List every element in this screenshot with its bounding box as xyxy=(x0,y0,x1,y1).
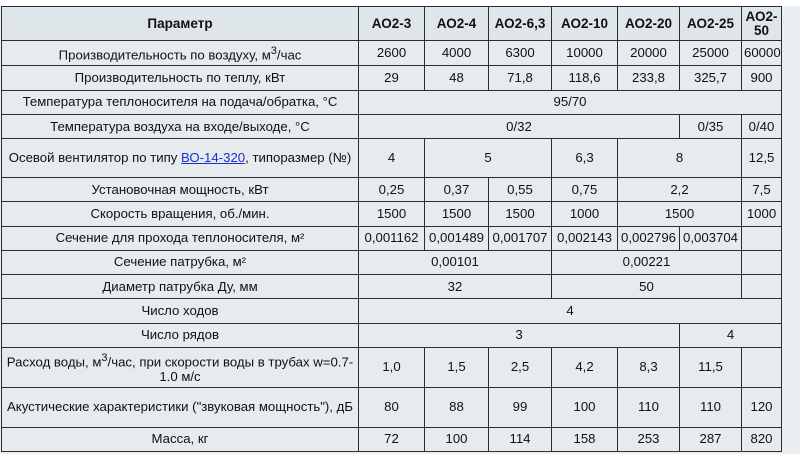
header-param: Параметр xyxy=(2,7,359,41)
header-model: АО2-4 xyxy=(425,7,489,41)
cell: 1,0 xyxy=(359,348,425,388)
cell: 0,001707 xyxy=(489,226,552,250)
cell xyxy=(742,348,782,388)
specs-table xyxy=(1,6,782,452)
table-row xyxy=(2,323,782,347)
header-model: АО2-10 xyxy=(552,7,618,41)
row-label: Производительность по воздуху, $м^3$/час xyxy=(2,41,359,66)
cell: 0,37 xyxy=(425,177,489,201)
cell: 120 xyxy=(742,387,782,427)
cell: 0,003704 xyxy=(680,226,742,250)
table-row xyxy=(2,299,782,323)
cell: 6300 xyxy=(489,41,552,66)
cell: 2600 xyxy=(359,41,425,66)
cell: 110 xyxy=(680,387,742,427)
cell: 1500 xyxy=(425,202,489,226)
cell: 8 xyxy=(618,139,742,178)
cell xyxy=(742,275,782,299)
row-label: Сечение для прохода теплоносителя, м² xyxy=(2,226,359,250)
header-model: АО2-6,3 xyxy=(489,7,552,41)
row-label: Скорость вращения, об./мин. xyxy=(2,202,359,226)
cell: 287 xyxy=(680,427,742,451)
cell: 1,5 xyxy=(425,348,489,388)
cell: 0/40 xyxy=(742,115,782,139)
cell: 71,8 xyxy=(489,66,552,90)
table-row xyxy=(2,90,782,114)
cell: 118,6 xyxy=(552,66,618,90)
table-row xyxy=(2,387,782,427)
cell xyxy=(742,250,782,274)
cell: 0/35 xyxy=(680,115,742,139)
cell: 11,5 xyxy=(680,348,742,388)
cell: 0/32 xyxy=(359,115,680,139)
cell: 0,001162 xyxy=(359,226,425,250)
row-label: Акустические характеристики ("звуковая мощность"), дБ xyxy=(2,387,359,427)
cell: 325,7 xyxy=(680,66,742,90)
row-label: Расход воды, $м^3$/час, при скорости воды в трубах w=0.7-1.0 м/с xyxy=(2,348,359,388)
cell: 95/70 xyxy=(359,90,782,114)
cell: 25000 xyxy=(680,41,742,66)
cell: 253 xyxy=(618,427,680,451)
cell: 820 xyxy=(742,427,782,451)
cell: 6,3 xyxy=(552,139,618,178)
cell: 10000 xyxy=(552,41,618,66)
cell: 0,75 xyxy=(552,177,618,201)
row-label: Число рядов xyxy=(2,323,359,347)
row-label: Сечение патрубка, м² xyxy=(2,250,359,274)
table-row xyxy=(2,348,782,388)
table-row xyxy=(2,115,782,139)
cell: 32 xyxy=(359,275,552,299)
cell: 0,00101 xyxy=(359,250,552,274)
cell: 12,5 xyxy=(742,139,782,178)
cell: 88 xyxy=(425,387,489,427)
cell: 7,5 xyxy=(742,177,782,201)
cell: 110 xyxy=(618,387,680,427)
table-row xyxy=(2,250,782,274)
cell: 4 xyxy=(680,323,782,347)
row-label: Температура воздуха на входе/выходе, °С xyxy=(2,115,359,139)
cell: 100 xyxy=(552,387,618,427)
table-row xyxy=(2,226,782,250)
cell: 1000 xyxy=(742,202,782,226)
row-label: Температура теплоносителя на подача/обратка, °С xyxy=(2,90,359,114)
table-header-row xyxy=(2,7,782,41)
cell: 29 xyxy=(359,66,425,90)
cell: 100 xyxy=(425,427,489,451)
row-label: Установочная мощность, кВт xyxy=(2,177,359,201)
cell: 0,002796 xyxy=(618,226,680,250)
cell: 4 xyxy=(359,299,782,323)
cell: 0,00221 xyxy=(552,250,742,274)
cell: 4,2 xyxy=(552,348,618,388)
cell: 1500 xyxy=(489,202,552,226)
cell: 1500 xyxy=(359,202,425,226)
cell: 233,8 xyxy=(618,66,680,90)
cell: 3 xyxy=(359,323,680,347)
cell: 0,25 xyxy=(359,177,425,201)
fan-type-link[interactable]: ВО-14-320 xyxy=(181,150,246,166)
header-model: АО2-3 xyxy=(359,7,425,41)
cell xyxy=(742,226,782,250)
row-label: Диаметр патрубка Ду, мм xyxy=(2,275,359,299)
header-model: АО2-25 xyxy=(680,7,742,41)
cell: 900 xyxy=(742,66,782,90)
row-label: Осевой вентилятор по типу ВО-14-320, типоразмер (№) xyxy=(2,139,359,178)
cell: 72 xyxy=(359,427,425,451)
row-label: Число ходов xyxy=(2,299,359,323)
table-row xyxy=(2,275,782,299)
cell: 2,2 xyxy=(618,177,742,201)
cell: 158 xyxy=(552,427,618,451)
row-label: Производительность по теплу, кВт xyxy=(2,66,359,90)
cell: 20000 xyxy=(618,41,680,66)
row-label: Масса, кг xyxy=(2,427,359,451)
cell: 4000 xyxy=(425,41,489,66)
cell: 60000 xyxy=(742,41,782,66)
table-row xyxy=(2,66,782,90)
cell: 80 xyxy=(359,387,425,427)
table-row xyxy=(2,41,782,66)
table-row xyxy=(2,177,782,201)
cell: 2,5 xyxy=(489,348,552,388)
cell: 1500 xyxy=(618,202,742,226)
cell: 50 xyxy=(552,275,742,299)
table-row xyxy=(2,202,782,226)
header-model: АО2-50 xyxy=(742,7,782,41)
table-row xyxy=(2,139,782,178)
cell: 0,001489 xyxy=(425,226,489,250)
header-model: АО2-20 xyxy=(618,7,680,41)
cell: 99 xyxy=(489,387,552,427)
cell: 1000 xyxy=(552,202,618,226)
cell: 0,55 xyxy=(489,177,552,201)
cell: 0,002143 xyxy=(552,226,618,250)
table-row xyxy=(2,427,782,451)
cell: 48 xyxy=(425,66,489,90)
cell: 114 xyxy=(489,427,552,451)
cell: 4 xyxy=(359,139,425,178)
cell: 8,3 xyxy=(618,348,680,388)
cell: 5 xyxy=(425,139,552,178)
